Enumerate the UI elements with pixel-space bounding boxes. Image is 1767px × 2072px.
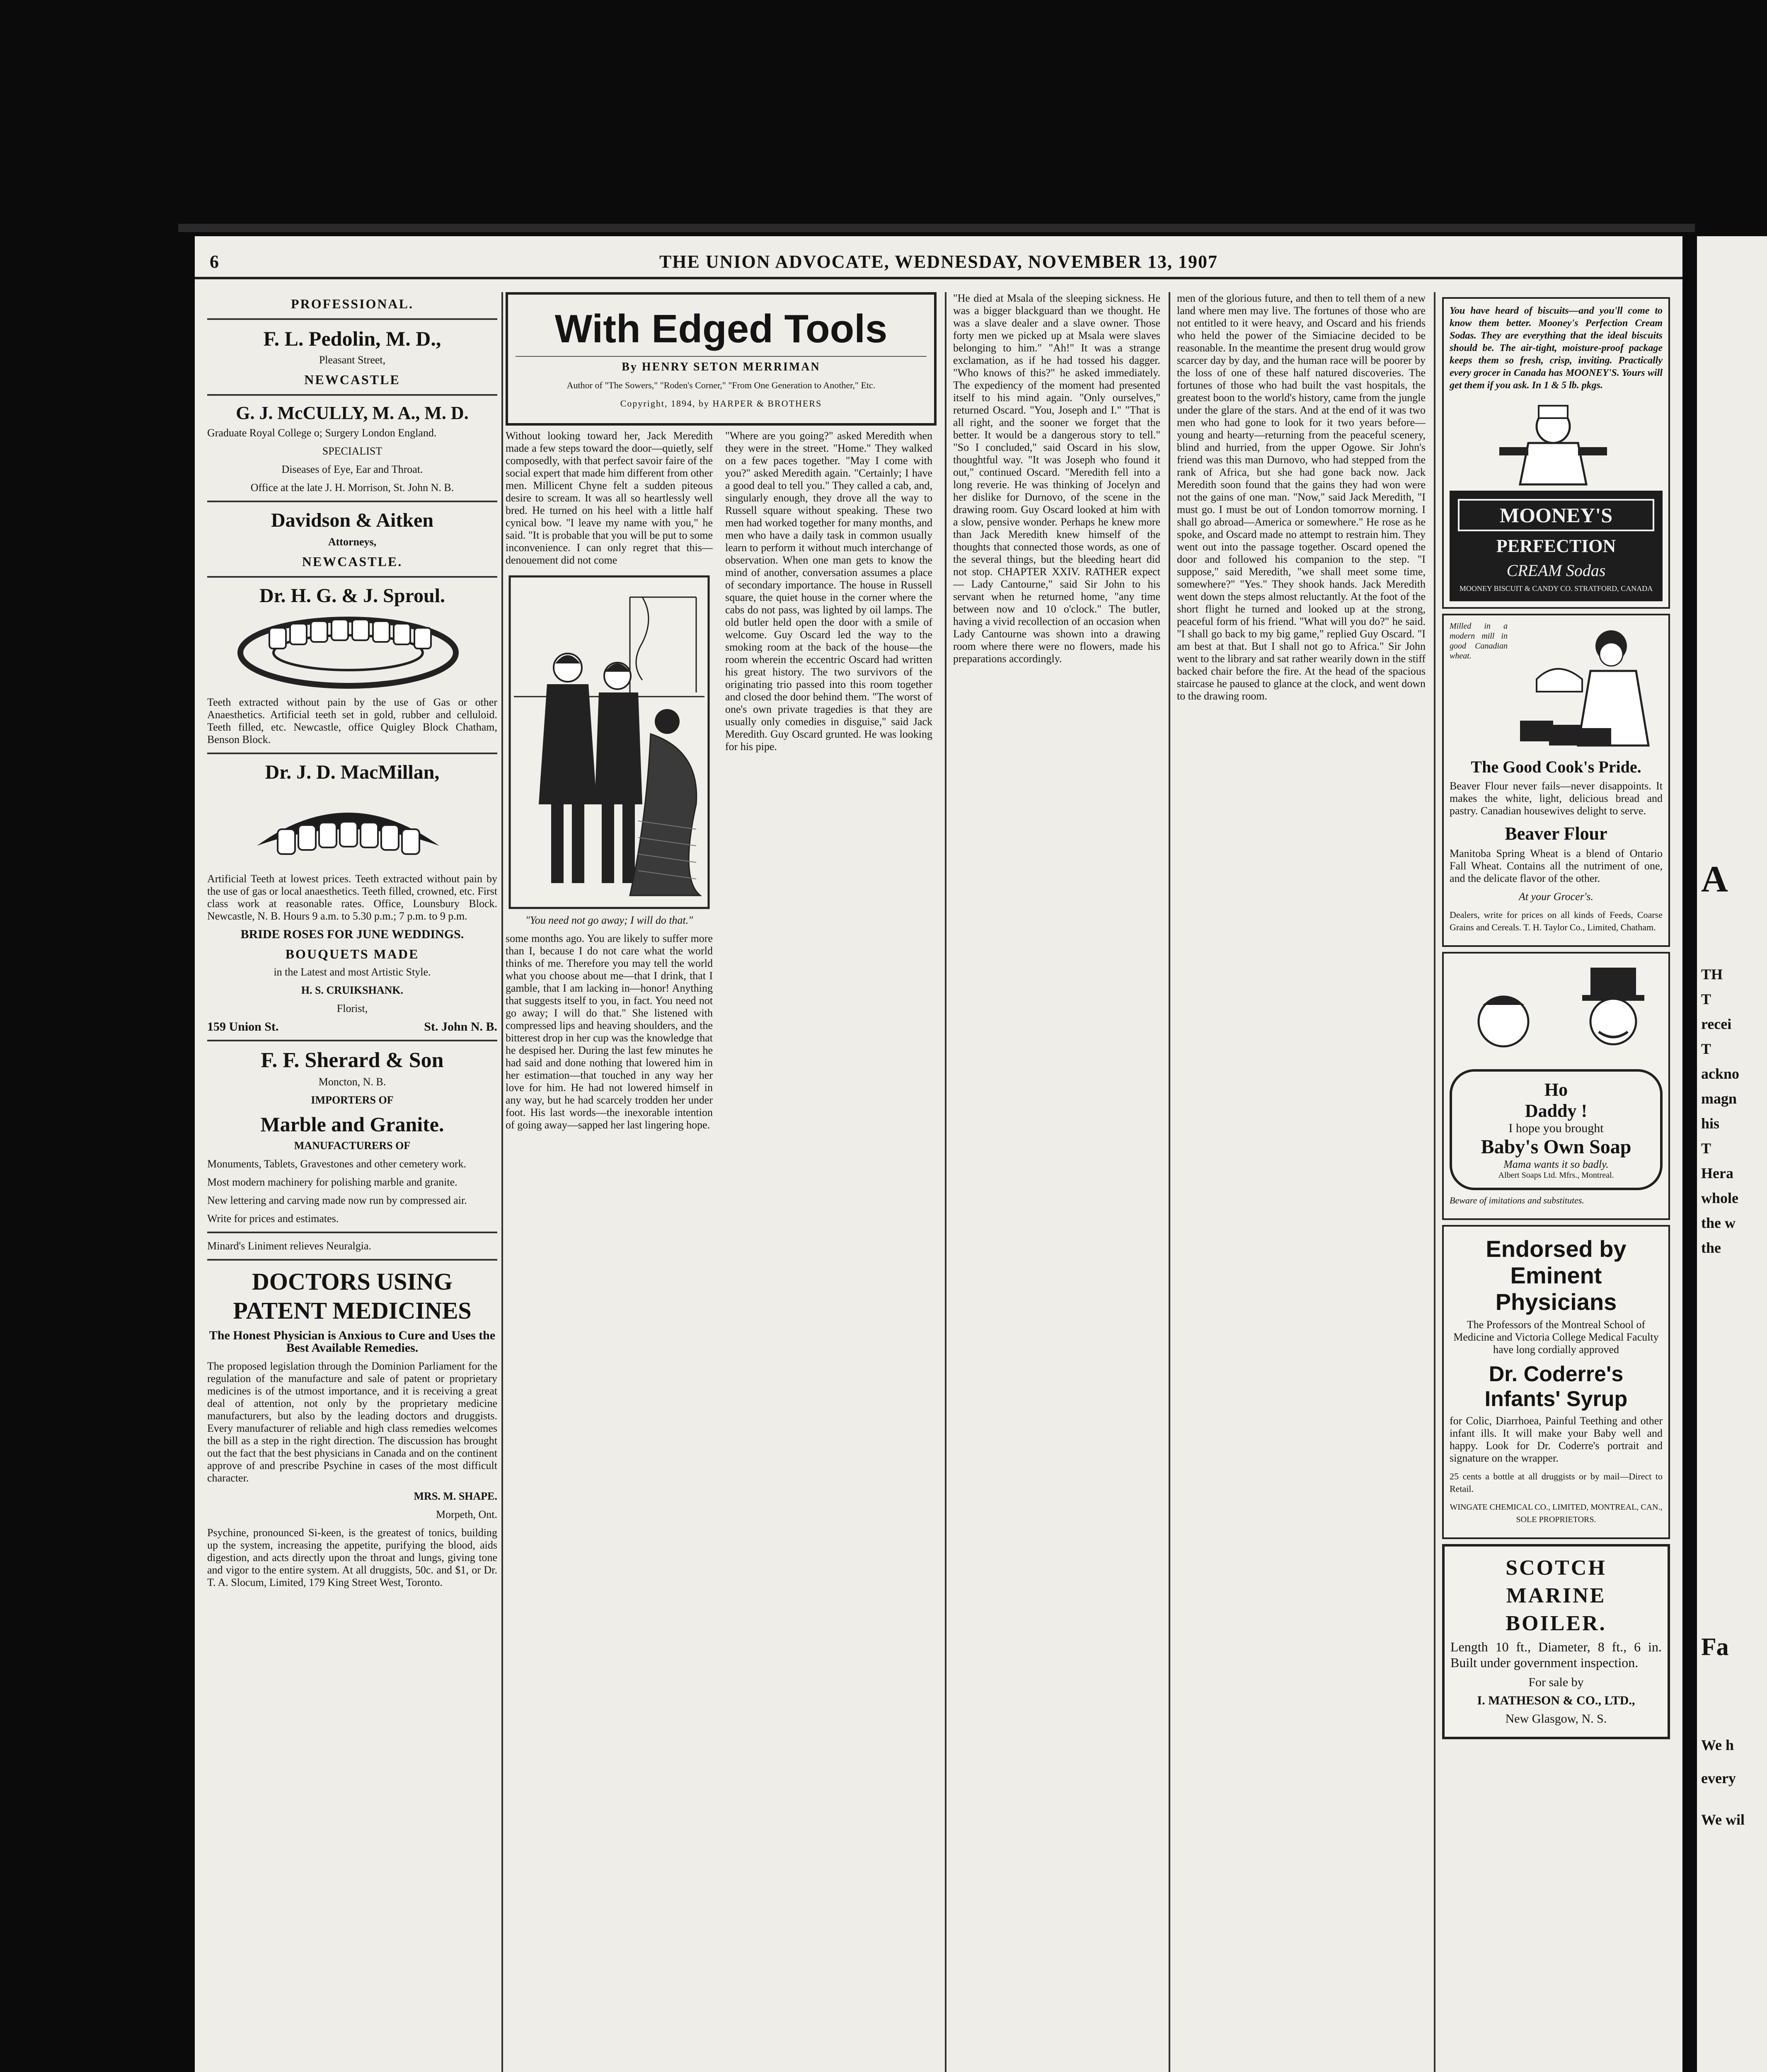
edge-fragment: the [1701,1239,1721,1256]
doctors-signature: MRS. M. SHAPE. [414,1490,497,1502]
mooney-product: PERFECTION [1496,536,1616,556]
edge-fragment: T [1701,1140,1711,1157]
beaver-flour-ad [1442,614,1670,947]
sproul-text: Teeth extracted without pain by the use of Gas or other Anaesthetics. Artificial teeth set in gold, rubber and celluloid. Teeth filled, etc. Newcastle, office Quigley Block Chatham, Benson Block. [207,696,497,746]
coderre-body: for Colic, Diarrhoea, Painful Teething and other infant ills. It will make your Baby well and happy. Look for Dr. Coderre's portrait and signature on the wrapper. [1450,1415,1663,1464]
davidson-title: Attorneys, [328,536,377,548]
story-illustration [506,572,713,912]
mccully-office: Office at the late J. H. Morrison, St. John N. B. [250,482,454,494]
cruikshank-city: St. John N. B. [424,1020,497,1034]
doctors-body: The proposed legislation through the Dominion Parliament for the regulation of the manufacture and sale of patent or proprietary medicines is of the utmost importance, and it is receiving a great deal of attention, not only by the proprietary medicine manufacturers, but also by the leading doctors and druggists. Every manufacturer of reliable and high class remedies welcomes the bill as a step in the right direction. The discussion has brought out the fact that the best physicians in Canada and on the continent approve of and prescribe Psychine in cases of the most difficult character. [207,1360,497,1484]
baby-and-father-icon [1450,959,1657,1067]
page-top-edge [178,224,1695,232]
masthead [195,248,1682,279]
baby-maker: Albert Soaps Ltd. Mfrs., Montreal. [1498,1171,1614,1180]
mooney-maker: MOONEY BISCUIT & CANDY CO. STRATFORD, CANADA [1459,584,1653,593]
babys-own-soap-ad [1442,952,1670,1220]
sherard-lettering: New lettering and carving made now run by compressed air. [207,1194,467,1206]
scotch-l2: MARINE [1506,1584,1606,1607]
column-rule [945,292,946,2072]
story-caption: "You need not go away; I will do that." [525,914,693,926]
story-col2-top: Without looking toward her, Jack Meredith made a few steps toward the door—quietly, self composedly, with that perfect savoir faire of the social expert that made him different from other men. Millicent Chyne felt a sudden piteous desire to scream. It was all so heartlessly well bred. He turned on his heel with a little half cynical bow. "I leave my name with you," he said. "It is probable that you will be put to some inconvenience. I can only regret that this—denouement did not come [506,430,713,566]
story-copyright: Copyright, 1894, by HARPER & BROTHERS [620,398,822,409]
mooney-brand: MOONEY'S [1458,499,1654,531]
column-professional [207,292,497,2072]
column-rule [1434,292,1435,2072]
story-col3: "Where are you going?" asked Meredith when they were in the street. "Home." They walked on a few paces together. "May I come with you?" asked Meredith again. "Certainly; I have a good deal to tell you." They called a cab, and, singularly enough, they drove all the way to Russell square without speaking. These two men had worked together for many months, and men who have a daily task in common usually learn to perform it without much interchange of observation. When one man gets to know the mind of another, conversation assumes a place of secondary importance. The house in Russell square, the quiet house in the corner where the cabs do not pass, was lighted by oil lamps. The old butler held open the door with a smile of welcome. Guy Oscard led the way to the smoking room at the back of the house—the room wherein the eccentric Oscard had written his great history. The two survivors of the originating trio passed into this room together and closed the door behind them. "The worst of one's own private tragedies is that they are usually only comedies in disguise," said Jack Meredith. Guy Oscard grunted. He was looking for his pipe. [725,430,932,753]
sherard-manufacturers: MANUFACTURERS OF [294,1140,411,1152]
sproul-name: Dr. H. G. & J. Sproul. [259,585,445,607]
minard-notice: Minard's Liniment relieves Neuralgia. [207,1240,372,1252]
baby-line: I hope you brought [1508,1121,1604,1135]
beaver-name: Beaver Flour [1505,823,1607,844]
davidson-town: NEWCASTLE. [302,554,403,569]
newspaper-page [195,236,1682,2072]
dentures-icon [207,788,489,871]
edge-fragment: recei [1701,1016,1732,1032]
coderre-price: 25 cents a bottle at all druggists or by mail—Direct to Retail. [1450,1471,1663,1494]
adjacent-page-fragment [1697,236,1767,2072]
story-author-note: Author of "The Sowers," "Roden's Corner," "From One Generation to Another," Etc. [566,380,876,390]
endorsed-title: Endorsed by Eminent Physicians [1486,1236,1627,1315]
pedolin-town: NEWCASTLE [304,372,400,387]
edge-fragment: TH [1701,966,1723,983]
beaver-grocer: At your Grocer's. [1518,891,1594,903]
masthead-title: THE UNION ADVOCATE, WEDNESDAY, NOVEMBER 13, 1907 [659,252,1218,272]
story-title-box [506,292,937,426]
doctors-headline: DOCTORS USING PATENT MEDICINES [233,1268,472,1324]
edge-fragment: Fa [1701,1633,1729,1661]
edge-fragment: his [1701,1115,1720,1132]
scotch-l3: BOILER. [1506,1612,1607,1635]
edge-fragment: the w [1701,1215,1736,1231]
baby-brand: Baby's Own Soap [1481,1136,1631,1158]
baby-mama: Mama wants it so badly. [1503,1158,1609,1170]
cruikshank-bouquets: BOUQUETS MADE [285,946,419,961]
cruikshank-role: Florist, [336,1002,368,1014]
coderre-syrup-ad [1442,1225,1670,1539]
scotch-boiler-ad [1442,1544,1670,1739]
doctors-place: Morpeth, Ont. [436,1508,497,1520]
teeth-icon [207,611,489,694]
sherard-items: Monuments, Tablets, Gravestones and other cemetery work. [207,1158,467,1170]
edge-fragment: magn [1701,1090,1737,1107]
pedolin-name: F. L. Pedolin, M. D., [263,327,441,350]
scotch-l1: SCOTCH [1506,1556,1607,1580]
story-col4: "He died at Msala of the sleeping sickness. He was a bigger blackguard than we thought. He was a slave dealer and a slave owner. Those forty men we picked up at Msala were slaves belonging to him." "Ah!" It was a strange exclamation, as if he had tossed his dagger. "Who knows of this?" he asked immediately. The expediency of the moment had presented itself to his mind again. "Only ourselves," returned Oscard. "You, Joseph and I." "That is all right, and the sooner we forget that the better. It would be a dangerous story to tell." "So I concluded," said Oscard in his slow, thoughtful way. "It was Joseph who found it out," continued Oscard. "Meredith fell into a long reverie. He was thinking of Jocelyn and her dislike for Durnovo, of the scene in the drawing room. Guy Oscard looked at him with a slow, pensive wonder. Perhaps he knew more than Jack Meredith knew himself of the thoughts that connected those words, as one of the several things, but the bleeding heart did not stop. CHAPTER XXIV. RATHER expect — Lady Cantourne," said Sir John to his servant when he returned home, "any time between now and 10 o'clock." The butler, having a vivid recollection of an occasion when Lady Cantourne was shown into a drawing room where there were no flowers, made his preparations accordingly. [953,292,1160,665]
sherard-write: Write for prices and estimates. [207,1213,339,1225]
cruikshank-address: 159 Union St. [207,1020,279,1034]
scotch-town: New Glasgow, N. S. [1505,1712,1607,1726]
mooney-text: You have heard of biscuits—and you'll come to know them better. Mooney's Perfection Cream Sodas. They are everything that the ideal biscuits should be. The air-tight, moisture-proof package keeps them so fresh, crisp, inviting. Practically every grocer in Canada has MOONEY'S. Yours will get them if you ask. In 1 & 5 lb. pkgs. [1450,305,1663,391]
edge-fragment: whole [1701,1190,1738,1206]
mooney-ad [1442,297,1670,609]
page-number: 6 [210,252,220,272]
story-column-5 [1177,292,1426,2072]
edge-fragment: Hera [1701,1165,1733,1181]
story-col5: men of the glorious future, and then to tell them of a new land where men may live. The fortunes of those who are not entitled to it were heavy, and Oscard and his friends who held the power of the Simiacine decided to be reasonable. In the meantime the present drug would grow scarcer day by day, and the human race will be poorer by the loss of one of these half natured discoveries. The fortunes of those who had built the vast hospitals, the greatest boon to the world's history, came from the jungle under the glare of the stars. And at the end of it was two men who had gone to look for it two years before—young and hearty—returning from the peaceful scenery, blind and hurried, from the upper Ogowe. Sir John's friend was this man Durnovo, who had stepped from the rank of Africa, but she had gone back now. Jack Meredith soon found that the gains they had won were not the gains of one man. "Now," said Jack Meredith, "I must go. I must be out of London tomorrow morning. I shall go abroad—America or somewhere." He rose as he spoke, and Oscard made no attempt to restrain him. They went out into the passage together. Oscard opened the door and followed his companion to the step. "I suppose," said Meredith, "we shall meet some time, somewhere?" "Yes." They shook hands. Jack Meredith went down the steps almost reluctantly. At the foot of the short flight he turned and looked up at the strong, peaceful form of his friend. "What will you do?" he said. "I shall go back to my big game," replied Guy Oscard. "I am best at that. But I shall not go to Africa." Sir John went to the library and sat rather wearily down in the stiff backed chair before the fire. At the head of the spacious staircase he paused to glance at the clock, and went down to the drawing room. [1177,292,1426,702]
edge-fragment: A [1701,859,1728,900]
coderre-title: Dr. Coderre's Infants' Syrup [1484,1362,1628,1411]
baby-daddy: Daddy ! [1525,1101,1588,1121]
edge-fragment: T [1701,991,1711,1007]
sherard-product: Marble and Granite. [260,1113,444,1136]
professional-heading: PROFESSIONAL. [291,296,414,311]
beaver-body: Beaver Flour never fails—never disappoints. It makes the white, light, delicious bread and pastry. Canadian housewives delight to serve. [1450,780,1663,817]
serial-story [506,292,937,2072]
baby-beware: Beware of imitations and substitutes. [1450,1195,1584,1205]
pedolin-address: Pleasant Street, [319,354,386,366]
mccully-name: G. J. McCULLY, M. A., M. D. [236,403,469,423]
baby-speech [1450,1069,1663,1190]
sherard-machinery: Most modern machinery for polishing marble and granite. [207,1176,457,1188]
story-title: With Edged Tools [554,307,888,351]
mooney-sub: CREAM Sodas [1506,561,1606,580]
cruikshank-line: in the Latest and most Artistic Style. [274,966,431,978]
davidson-name: Davidson & Aitken [271,509,434,531]
cook-woman-icon [1512,621,1661,754]
baby-ho: Ho [1544,1080,1568,1100]
mccully-specialist: SPECIALIST [322,445,382,457]
mccully-text: Graduate Royal College o; Surgery London England. [207,427,437,439]
edge-fragment: ackno [1701,1065,1740,1082]
edge-fragment: We wil [1701,1811,1745,1828]
column-advertisements [1442,292,1670,2072]
column-rule [1169,292,1170,2072]
scotch-firm: I. MATHESON & CO., LTD., [1477,1694,1635,1707]
scotch-spec: Length 10 ft., Diameter, 8 ft., 6 in. Built under government inspection. [1450,1639,1662,1670]
sherard-importers: IMPORTERS OF [311,1094,394,1106]
cruikshank-headline: BRIDE ROSES FOR JUNE WEDDINGS. [240,927,464,941]
macmillan-name: Dr. J. D. MacMillan, [265,761,440,783]
endorsed-body: The Professors of the Montreal School of Medicine and Victoria College Medical Faculty have long cordially approved [1453,1319,1659,1356]
beaver-desc: Manitoba Spring Wheat is a blend of Ontario Fall Wheat. Contains all the nutriment of one, and the delicate flavor of the other. [1450,847,1663,884]
story-author: By HENRY SETON MERRIMAN [622,361,821,373]
doctors-psychine: Psychine, pronounced Si-keen, is the greatest of tonics, building up the system, increasing the appetite, purifying the blood, aids digestion, and acts directly upon the throat and lungs, giving tone and vigor to the entire system. At all druggists, 50c. and $1, or Dr. T. A. Slocum, Limited, 179 King Street West, Toronto. [207,1527,497,1588]
macmillan-text: Artificial Teeth at lowest prices. Teeth extracted without pain by the use of gas or local anaesthetics. Teeth filled, crowned, etc. First class work at reasonable rates. Office, Lounsbury Block. Newcastle, N. B. Hours 9 a.m. to 5.30 p.m.; 7 p.m. to 9 p.m. [207,873,497,922]
mooney-package [1450,491,1663,601]
coderre-maker: WINGATE CHEMICAL CO., LIMITED, MONTREAL, CAN., SOLE PROPRIETORS. [1450,1503,1663,1524]
edge-fragment: every [1701,1770,1736,1786]
story-column-4 [953,292,1160,2072]
scotch-sale: For sale by [1528,1675,1584,1689]
beaver-side: Milled in a modern mill in good Canadian wheat. [1450,622,1508,661]
doctors-subhead: The Honest Physician is Anxious to Cure and Uses the Best Available Remedies. [209,1329,496,1355]
edge-fragment: T [1701,1041,1711,1057]
cook-title: The Good Cook's Pride. [1471,758,1641,776]
story-col2-bottom: some months ago. You are likely to suffer more than I, because I do not care what the world thinks of me. Therefore you may tell the world what you choose about me—that I drink, that I gamble, that I am lacking in—honor! Anything that suggests itself to you, in fact. You need not go away; I will do that." She listened with compressed lips and heaving shoulders, and the bitterest drop in her cup was the knowledge that he despised her. During the last few minutes he had said and done nothing that lowered him in her estimation—that touched in any way her love for him. He had not lowered himself in any way, but he had scarcely trodden her under foot. His last words—the inexorable intention of going away—sapped her last lingering hope. [506,932,713,1131]
beaver-dealers: Dealers, write for prices on all kinds of Feeds, Coarse Grains and Cereals. T. H. Taylor Co., Limited, Chatham. [1450,910,1663,932]
sherard-name: F. F. Sherard & Son [261,1048,444,1072]
baker-boy-icon [1450,397,1657,489]
edge-fragment: We h [1701,1737,1734,1753]
mccully-diseases: Diseases of Eye, Ear and Throat. [281,463,423,475]
column-rule [501,292,503,2072]
cruikshank-name: H. S. CRUIKSHANK. [301,984,404,996]
sherard-city: Moncton, N. B. [318,1076,386,1088]
